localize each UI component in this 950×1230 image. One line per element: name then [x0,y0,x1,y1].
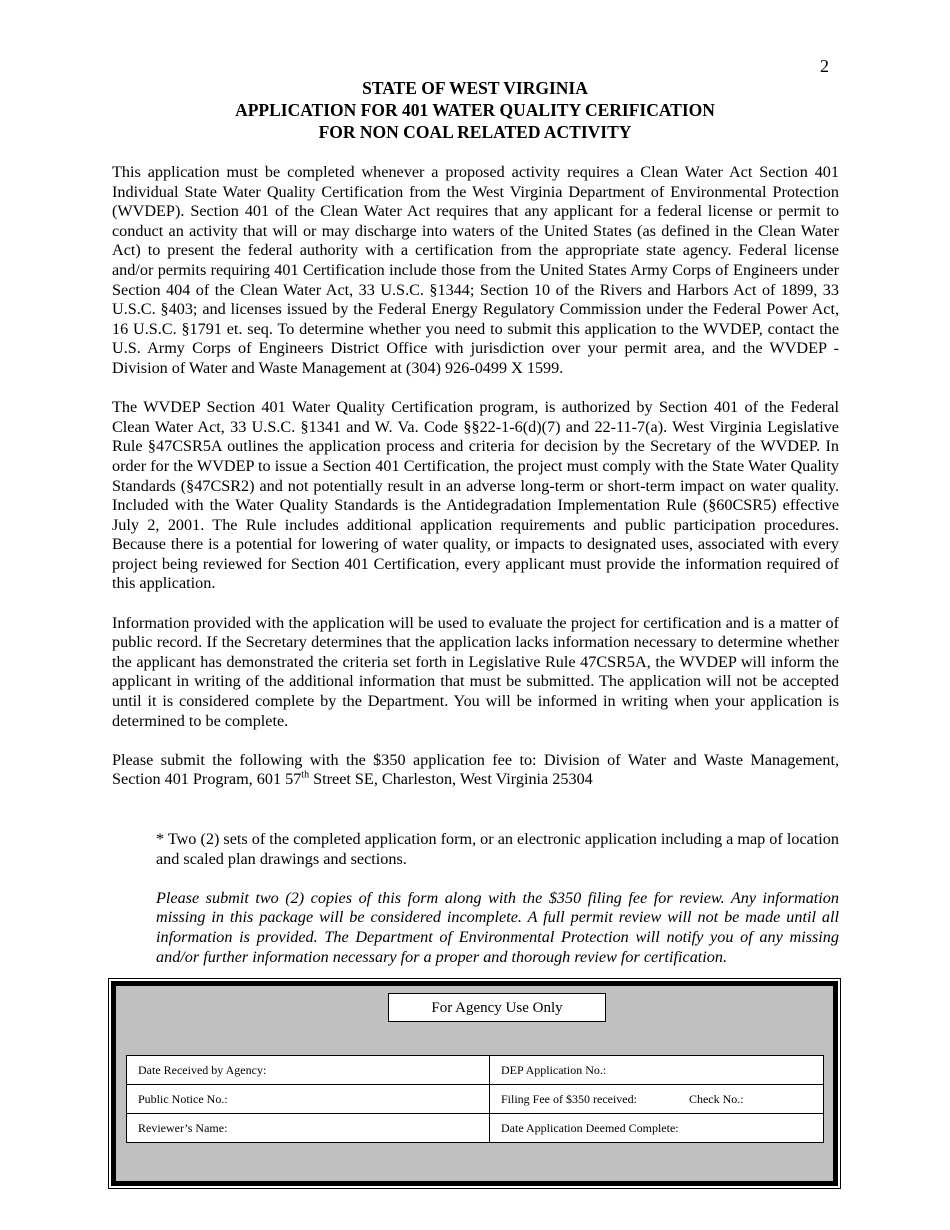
date-received-field: Date Received by Agency: [127,1056,490,1085]
title-line-2: APPLICATION FOR 401 WATER QUALITY CERIFICATION [235,100,715,120]
table-row [127,1114,824,1143]
agency-use-box [108,978,841,1189]
title-line-1: STATE OF WEST VIRGINIA [362,78,588,98]
table-row [127,1085,824,1114]
title-line-3: FOR NON COAL RELATED ACTIVITY [318,122,632,142]
submission-text-a: Please submit the following with the $350 application fee to: Division of Water and Waste Management, Section 401 Program, 601 57 [112,750,839,789]
paragraph-program: The WVDEP Section 401 Water Quality Certification program, is authorized by Section 401 of the Federal Clean Water Act, 33 U.S.C. §1341 and W. Va. Code §§22-1-6(d)(7) and 22-11-7(a). West Virginia Legislative Rule §47CSR5A outlines the application process and criteria for decision by the Secretary of the WVDEP. In order for the WVDEP to issue a Section 401 Certification, the project must comply with the State Water Quality Standards (§47CSR2) and not potentially result in an adverse long-term or short-term impact on water quality. Included with the Water Quality Standards is the Antidegradation Implementation Rule (§60CSR5) effective July 2, 2001. The Rule includes additional application requirements and public participation procedures. Because there is a potential for lowering of water quality, or impacts to designated uses, associated with every project being reviewed for Section 401 Certification, every applicant must provide the information required of this application. [112,398,839,593]
bullet-item: * Two (2) sets of the completed application form, or an electronic application including a map of location and scaled plan drawings and sections. [156,830,839,868]
agency-use-table [126,1055,824,1143]
reviewer-name-field: Reviewer’s Name: [127,1114,490,1143]
body-text [112,163,839,810]
submission-text-b: Street SE, Charleston, West Virginia 25304 [309,770,593,789]
check-number-field: Check No.: [688,1091,744,1106]
paragraph-public-record: Information provided with the application will be used to evaluate the project for certification and is a matter of public record. If the Secretary determines that the application lacks information necessary to determine whether the applicant has demonstrated the criteria set forth in Legislative Rule 47CSR5A, the WVDEP will inform the applicant in writing of the additional information that must be submitted. The application will not be accepted until it is considered complete by the Department. You will be informed in writing when your application is determined to be complete. [112,613,839,730]
filing-fee-field: Filing Fee of $350 received: [501,1091,637,1106]
table-row [127,1056,824,1085]
italic-note: Please submit two (2) copies of this form along with the $350 filing fee for review. Any information missing in this package will be considered incomplete. A full permit review will not be made until all information is provided. The Department of Environmental Protection will notify you of any missing and/or further information necessary for a proper and thorough review for certification. [156,888,839,966]
date-deemed-complete-field: Date Application Deemed Complete: [490,1114,824,1143]
paragraph-submission [112,751,839,790]
public-notice-field: Public Notice No.: [127,1085,490,1114]
document-title [0,77,950,143]
page-number: 2 [820,56,829,76]
requirements-list [156,830,839,987]
dep-application-number-field: DEP Application No.: [490,1056,824,1085]
submission-superscript: th [301,770,310,782]
agency-use-title: For Agency Use Only [388,993,606,1022]
agency-use-panel [111,981,838,1186]
paragraph-intro: This application must be completed whenever a proposed activity requires a Clean Water Act Section 401 Individual State Water Quality Certification from the West Virginia Department of Environmental Protection (WVDEP). Section 401 of the Clean Water Act requires that any applicant for a federal license or permit to conduct an activity that will or may discharge into waters of the United States (as defined in the Clean Water Act) to present the federal authority with a certification from the appropriate state agency. Federal license and/or permits requiring 401 Certification include those from the United States Army Corps of Engineers under Section 404 of the Clean Water Act, 33 U.S.C. §1344; Section 10 of the Rivers and Harbors Act of 1899, 33 U.S.C. §403; and licenses issued by the Federal Energy Regulatory Commission under the Federal Power Act, 16 U.S.C. §1791 et. seq. To determine whether you need to submit this application to the WVDEP, contact the U.S. Army Corps of Engineers District Office with jurisdiction over your permit area, and the WVDEP - Division of Water and Waste Management at (304) 926-0499 X 1599. [112,163,839,377]
filing-fee-cell [490,1085,824,1114]
